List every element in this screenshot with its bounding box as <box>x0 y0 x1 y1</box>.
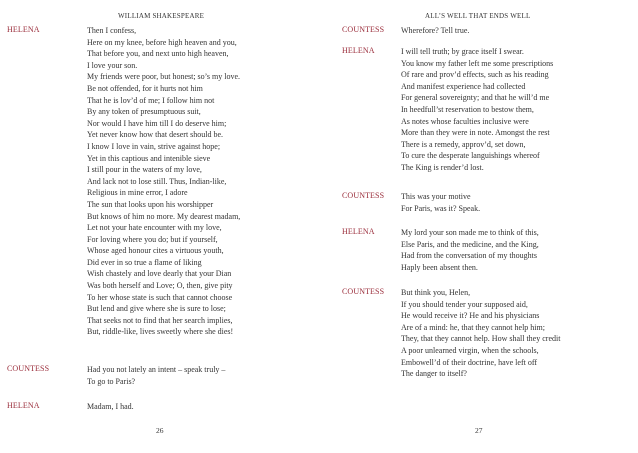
verse-line: Be not offended, for it hurts not him <box>87 83 203 93</box>
verse-line: Yet in this captious and intenible sieve <box>87 153 211 163</box>
verse-line: Here on my knee, before high heaven and you, <box>87 37 237 47</box>
verse-line: A poor unlearned virgin, when the schools, <box>401 345 539 355</box>
verse-line: More than they were in note. Amongst the rest <box>401 128 550 138</box>
verse-line: There is a remedy, approv’d, set down, <box>401 139 526 149</box>
speech-lines <box>87 364 225 387</box>
verse-line: Madam, I had. <box>87 402 134 411</box>
verse-line: Whose aged honour cites a virtuous youth, <box>87 246 224 256</box>
speech-lines <box>401 25 469 37</box>
speaker-name: HELENA <box>342 227 375 236</box>
verse-line: He would receive it? He and his physicians <box>401 311 540 321</box>
speaker-name: COUNTESS <box>342 191 385 200</box>
speech-lines <box>87 25 240 338</box>
verse-line: For Paris, was it? Speak. <box>401 203 481 213</box>
verse-line: But knows of him no more. My dearest madam, <box>87 211 241 221</box>
verse-line: To cure the desperate languishings whereof <box>401 151 540 161</box>
speech-lines <box>401 46 553 174</box>
verse-line: And manifest experience had collected <box>401 81 526 91</box>
verse-line: Wish chastely and love dearly that your Dian <box>87 269 232 279</box>
verse-line: I will tell truth; by grace itself I swear. <box>401 47 524 56</box>
verse-line: If you should tender your supposed aid, <box>401 299 528 309</box>
speaker-name: HELENA <box>342 46 375 55</box>
page-number: 27 <box>475 426 483 435</box>
verse-line: My friends were poor, but honest; so’s my love. <box>87 72 240 82</box>
running-header: WILLIAM SHAKESPEARE <box>118 12 205 20</box>
verse-line: This was your motive <box>401 192 471 201</box>
verse-line: To her whose state is such that cannot choose <box>87 292 233 302</box>
verse-line: But, riddle-like, lives sweetly where she dies! <box>87 327 234 337</box>
verse-line: I know I love in vain, strive against hope; <box>87 141 221 151</box>
verse-line: To go to Paris? <box>87 376 136 386</box>
verse-line: But lend and give where she is sure to lose; <box>87 304 226 314</box>
verse-line: Had you not lately an intent – speak truly – <box>87 365 226 374</box>
verse-line: Did ever in so true a flame of liking <box>87 257 202 267</box>
speaker-name: COUNTESS <box>7 364 50 373</box>
speaker-name: HELENA <box>7 25 40 34</box>
verse-line: Let not your hate encounter with my love, <box>87 223 222 233</box>
verse-line: In heedfull’st reservation to bestow them, <box>401 104 534 114</box>
verse-line: Religious in mine error, I adore <box>87 188 188 198</box>
speech-lines <box>87 401 134 413</box>
verse-line: Else Paris, and the medicine, and the King, <box>401 239 539 249</box>
verse-line: Are of a mind: he, that they cannot help him; <box>401 322 545 332</box>
verse-line: Was both herself and Love; O, then, give pity <box>87 281 233 291</box>
verse-line: Wherefore? Tell true. <box>401 26 470 35</box>
verse-line: They, that they cannot help. How shall they credit <box>401 334 561 344</box>
speech-lines <box>401 227 539 273</box>
verse-line: Embowell’d of their doctrine, have left off <box>401 357 538 367</box>
verse-line: The sun that looks upon his worshipper <box>87 199 214 209</box>
speaker-name: HELENA <box>7 401 40 410</box>
verse-line: I still pour in the waters of my love, <box>87 165 202 175</box>
speech-lines <box>401 287 560 380</box>
speaker-name: COUNTESS <box>342 25 385 34</box>
verse-line: By any token of presumptuous suit, <box>87 107 201 117</box>
verse-line: Then I confess, <box>87 26 137 35</box>
verse-line: My lord your son made me to think of this, <box>401 228 539 237</box>
verse-line: Yet never know how that desert should be. <box>87 130 224 140</box>
verse-line: Of rare and prov’d effects, such as his reading <box>401 70 549 80</box>
verse-line: The danger to itself? <box>401 369 467 379</box>
speaker-name: COUNTESS <box>342 287 385 296</box>
right-page <box>319 0 638 453</box>
running-header: ALL’S WELL THAT ENDS WELL <box>425 12 531 20</box>
verse-line: For loving where you do; but if yourself, <box>87 234 218 244</box>
verse-line: Haply been absent then. <box>401 262 478 272</box>
page-number: 26 <box>156 426 164 435</box>
verse-line: Nor would I have him till I do deserve him; <box>87 118 227 128</box>
verse-line: And lack not to lose still. Thus, Indian-like, <box>87 176 227 186</box>
verse-line: For general sovereignty; and that he will’d me <box>401 93 550 103</box>
verse-line: I love your son. <box>87 60 138 70</box>
verse-line: That before you, and next unto high heaven, <box>87 49 229 59</box>
speech-lines <box>401 191 480 214</box>
verse-line: That seeks not to find that her search implies, <box>87 315 233 325</box>
verse-line: But think you, Helen, <box>401 288 471 297</box>
verse-line: As notes whose faculties inclusive were <box>401 116 529 126</box>
verse-line: That he is lov’d of me; I follow him not <box>87 95 215 105</box>
verse-line: The King is render’d lost. <box>401 162 484 172</box>
verse-line: You know my father left me some prescriptions <box>401 58 554 68</box>
verse-line: Had from the conversation of my thoughts <box>401 251 537 261</box>
